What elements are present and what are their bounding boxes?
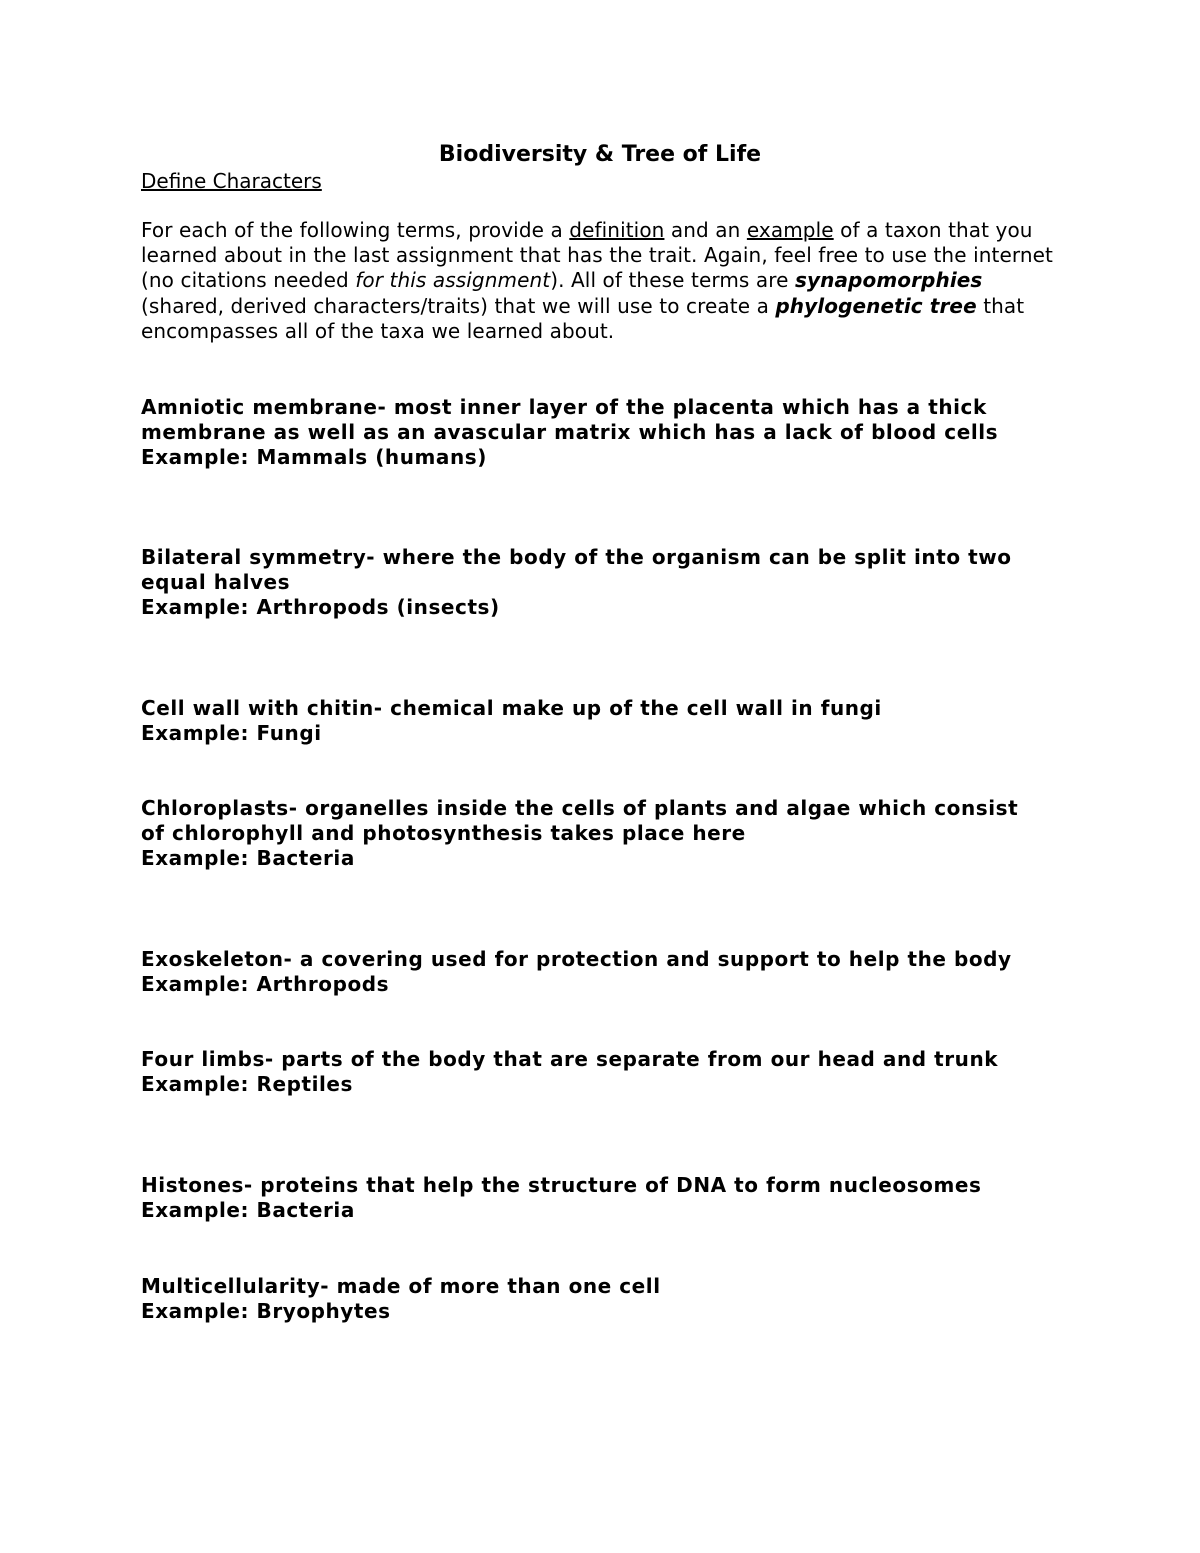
intro-text: of a taxon that you learned about in the last assignment that has the trait. Again, feel free to use the internet (no citations needed	[141, 218, 1053, 293]
for-this-assignment-text: for this assignment	[355, 268, 551, 293]
term-definition: Multicellularity- made of more than one cell	[141, 1274, 661, 1298]
term-definition: Cell wall with chitin- chemical make up of the cell wall in fungi	[141, 696, 882, 720]
term-bilateral-symmetry	[141, 545, 1081, 621]
term-multicellularity	[141, 1274, 1081, 1324]
term-example: Example: Fungi	[141, 721, 322, 746]
section-heading: Define Characters	[141, 169, 322, 193]
term-example: Example: Mammals (humans)	[141, 445, 487, 470]
term-exoskeleton	[141, 947, 1081, 997]
intro-text: (shared, derived characters/traits) that we will use to create a	[141, 293, 776, 318]
page-title: Biodiversity & Tree of Life	[438, 142, 762, 167]
phylogenetic-tree-term: phylogenetic tree	[775, 293, 977, 318]
term-definition: membrane as well as an avascular matrix which has a lack of blood cells	[141, 420, 999, 445]
term-definition: Histones- proteins that help the structure of DNA to form nucleosomes	[141, 1173, 982, 1197]
instructions-paragraph	[141, 218, 1061, 344]
term-example: Example: Bryophytes	[141, 1299, 391, 1324]
term-four-limbs	[141, 1047, 1081, 1097]
term-example: Example: Bacteria	[141, 846, 355, 871]
term-definition: Exoskeleton- a covering used for protection and support to help the body	[141, 947, 1012, 971]
example-word: example	[746, 218, 834, 242]
intro-text: ). All of these terms are	[550, 268, 795, 293]
term-histones	[141, 1173, 1081, 1223]
term-example: Example: Bacteria	[141, 1198, 355, 1223]
intro-text: that encompasses all of the taxa we learned about.	[141, 293, 1025, 343]
term-cell-wall-with-chitin	[141, 696, 1081, 746]
term-definition: of chlorophyll and photosynthesis takes place here	[141, 821, 746, 846]
term-definition: equal halves	[141, 570, 291, 595]
definition-word: definition	[569, 218, 665, 242]
intro-text: For each of the following terms, provide a	[141, 218, 570, 242]
term-chloroplasts	[141, 796, 1081, 872]
term-definition: Chloroplasts- organelles inside the cells of plants and algae which consist	[141, 796, 1019, 820]
term-definition: Four limbs- parts of the body that are separate from our head and trunk	[141, 1047, 999, 1071]
term-example: Example: Reptiles	[141, 1072, 353, 1097]
term-definition: Amniotic membrane- most inner layer of the placenta which has a thick	[141, 395, 987, 419]
term-example: Example: Arthropods (insects)	[141, 595, 500, 620]
term-example: Example: Arthropods	[141, 972, 390, 997]
synapomorphies-term: synapomorphies	[794, 268, 983, 293]
intro-text: and an	[664, 218, 747, 242]
term-amniotic-membrane	[141, 395, 1081, 471]
term-definition: Bilateral symmetry- where the body of the organism can be split into two	[141, 545, 1012, 569]
